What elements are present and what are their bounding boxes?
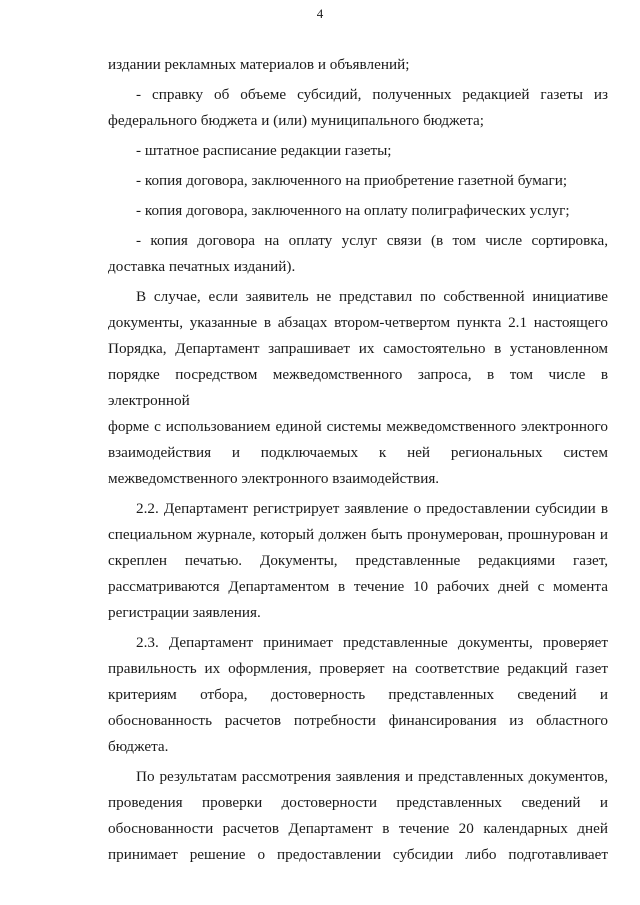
text-line: проведения проверки достоверности представленных сведений и bbox=[108, 794, 608, 811]
paragraph bbox=[108, 284, 608, 492]
text-line: По результатам рассмотрения заявления и представленных документов, bbox=[136, 768, 608, 785]
document-body bbox=[108, 52, 608, 868]
text-line: рассматриваются Департаментом в течение 10 рабочих дней с момента bbox=[108, 578, 608, 595]
paragraph bbox=[108, 764, 608, 868]
paragraph bbox=[108, 168, 608, 194]
text-line: 2.3. Департамент принимает представленные документы, проверяет bbox=[136, 634, 608, 651]
text-line: специальном журнале, который должен быть пронумерован, прошнурован и bbox=[108, 526, 608, 543]
page-number: 4 bbox=[316, 6, 324, 21]
text-line: - копия договора, заключенного на приобретение газетной бумаги; bbox=[136, 172, 568, 189]
text-line: обоснованность расчетов потребности финансирования из областного bbox=[108, 712, 608, 729]
text-line: бюджета. bbox=[108, 738, 169, 755]
text-line: взаимодействия и подключаемых к ней региональных систем bbox=[108, 444, 608, 461]
text-line: регистрации заявления. bbox=[108, 604, 261, 621]
text-line: В случае, если заявитель не представил по собственной инициативе bbox=[136, 288, 608, 305]
text-line: - копия договора на оплату услуг связи (в том числе сортировка, bbox=[136, 232, 608, 249]
text-line: документы, указанные в абзацах втором-четвертом пункта 2.1 настоящего bbox=[108, 314, 608, 331]
paragraph bbox=[108, 138, 608, 164]
paragraph bbox=[108, 228, 608, 280]
text-line: - справку об объеме субсидий, полученных редакцией газеты из bbox=[136, 86, 608, 103]
text-line: 2.2. Департамент регистрирует заявление о предоставлении субсидии в bbox=[136, 500, 608, 517]
paragraph bbox=[108, 82, 608, 134]
text-line: критериям отбора, достоверность представленных сведений и bbox=[108, 686, 608, 703]
text-line: межведомственного электронного взаимодействия. bbox=[108, 470, 440, 487]
text-line: - штатное расписание редакции газеты; bbox=[136, 142, 392, 159]
paragraph bbox=[108, 496, 608, 626]
text-line: принимает решение о предоставлении субсидии либо подготавливает bbox=[108, 846, 608, 863]
paragraph bbox=[108, 52, 608, 78]
text-line: правильность их оформления, проверяет на соответствие редакций газет bbox=[108, 660, 608, 677]
text-line: скреплен печатью. Документы, представленные редакциями газет, bbox=[108, 552, 608, 569]
text-line: форме с использованием единой системы межведомственного электронного bbox=[108, 418, 608, 435]
text-line: - копия договора, заключенного на оплату полиграфических услуг; bbox=[136, 202, 570, 219]
text-line: издании рекламных материалов и объявлений; bbox=[108, 56, 410, 73]
text-line: доставка печатных изданий). bbox=[108, 258, 296, 275]
text-line: федерального бюджета и (или) муниципального бюджета; bbox=[108, 112, 484, 129]
text-line: обоснованности расчетов Департамент в течение 20 календарных дней bbox=[108, 820, 608, 837]
text-line: порядке посредством межведомственного запроса, в том числе в электронной bbox=[108, 366, 608, 409]
text-line: Порядка, Департамент запрашивает их самостоятельно в установленном bbox=[108, 340, 608, 357]
paragraph bbox=[108, 630, 608, 760]
paragraph bbox=[108, 198, 608, 224]
